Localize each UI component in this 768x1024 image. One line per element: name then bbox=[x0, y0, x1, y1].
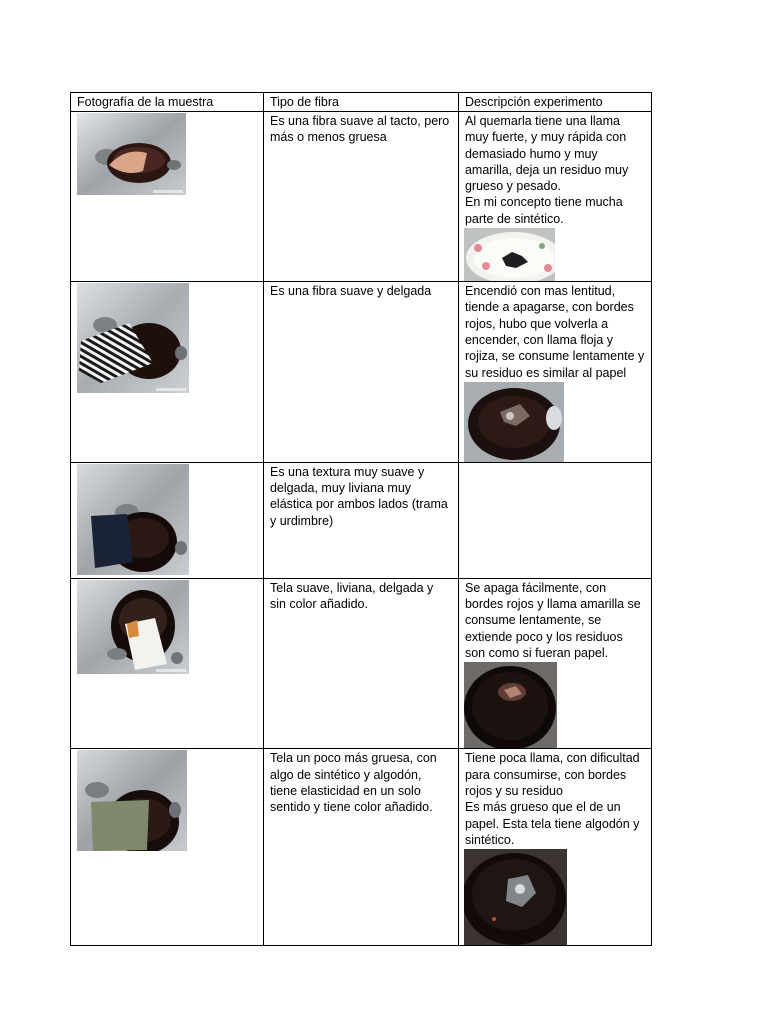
sample-photo-cell bbox=[71, 112, 264, 282]
description-text: Encendió con mas lentitud, tiende a apagarse, con bordes rojos, hubo que volverla a encender, con llama floja y rojiza, se consume lentamente y su residuo es similar al papel bbox=[464, 284, 645, 380]
header-sample-photo: Fotografía de la muestra bbox=[71, 93, 264, 112]
sample-photo bbox=[77, 750, 187, 851]
residue-photo bbox=[464, 662, 557, 748]
fiber-type-text: Es una fibra suave al tacto, pero más o menos gruesa bbox=[269, 114, 450, 145]
description-text: Al quemarla tiene una llama muy fuerte, y muy rápida con demasiado humo y muy amarilla, deja un residuo muy grueso y pesado. En mi concepto tiene mucha parte de sintético. bbox=[464, 114, 629, 226]
sample-photo-cell bbox=[71, 578, 264, 748]
fiber-type-text: Es una fibra suave y delgada bbox=[269, 284, 432, 299]
sample-photo bbox=[77, 283, 189, 393]
sample-photo bbox=[77, 580, 189, 674]
description-cell bbox=[458, 112, 651, 282]
sample-photo bbox=[77, 113, 186, 195]
header-experiment-description: Descripción experimento bbox=[458, 93, 651, 112]
description-cell bbox=[458, 282, 651, 463]
table-row bbox=[71, 282, 652, 463]
description-cell bbox=[458, 462, 651, 578]
table-row bbox=[71, 462, 652, 578]
fiber-type-cell bbox=[263, 578, 458, 748]
table-header-row bbox=[71, 93, 652, 112]
table-row bbox=[71, 578, 652, 748]
sample-photo bbox=[77, 464, 189, 575]
residue-photo bbox=[464, 849, 567, 945]
fiber-type-text: Tela suave, liviana, delgada y sin color añadido. bbox=[269, 580, 434, 612]
residue-photo bbox=[464, 228, 555, 281]
description-text: Se apaga fácilmente, con bordes rojos y llama amarilla se consume lentamente, se extiende poco y los residuos son como si fueran papel. bbox=[464, 580, 641, 661]
description-cell bbox=[458, 578, 651, 748]
fiber-type-cell bbox=[263, 112, 458, 282]
fiber-burn-test-table bbox=[70, 92, 652, 946]
fiber-type-cell bbox=[263, 462, 458, 578]
fiber-type-text: Es una textura muy suave y delgada, muy liviana muy elástica por ambos lados (trama y urdimbre) bbox=[269, 464, 448, 528]
fiber-type-text: Tela un poco más gruesa, con algo de sintético y algodón, tiene elasticidad en un solo sentido y tiene color añadido. bbox=[269, 751, 437, 815]
sample-photo-cell bbox=[71, 462, 264, 578]
table-row bbox=[71, 749, 652, 946]
fiber-type-cell bbox=[263, 749, 458, 946]
sample-photo-cell bbox=[71, 749, 264, 946]
description-text: Tiene poca llama, con dificultad para consumirse, con bordes rojos y su residuo Es más grueso que el de un papel. Esta tela tiene algodón y sintético. bbox=[464, 751, 640, 847]
description-cell bbox=[458, 749, 651, 946]
residue-photo bbox=[464, 382, 564, 462]
header-fiber-type: Tipo de fibra bbox=[263, 93, 458, 112]
sample-photo-cell bbox=[71, 282, 264, 463]
table-row bbox=[71, 112, 652, 282]
fiber-type-cell bbox=[263, 282, 458, 463]
description-text bbox=[459, 463, 651, 464]
